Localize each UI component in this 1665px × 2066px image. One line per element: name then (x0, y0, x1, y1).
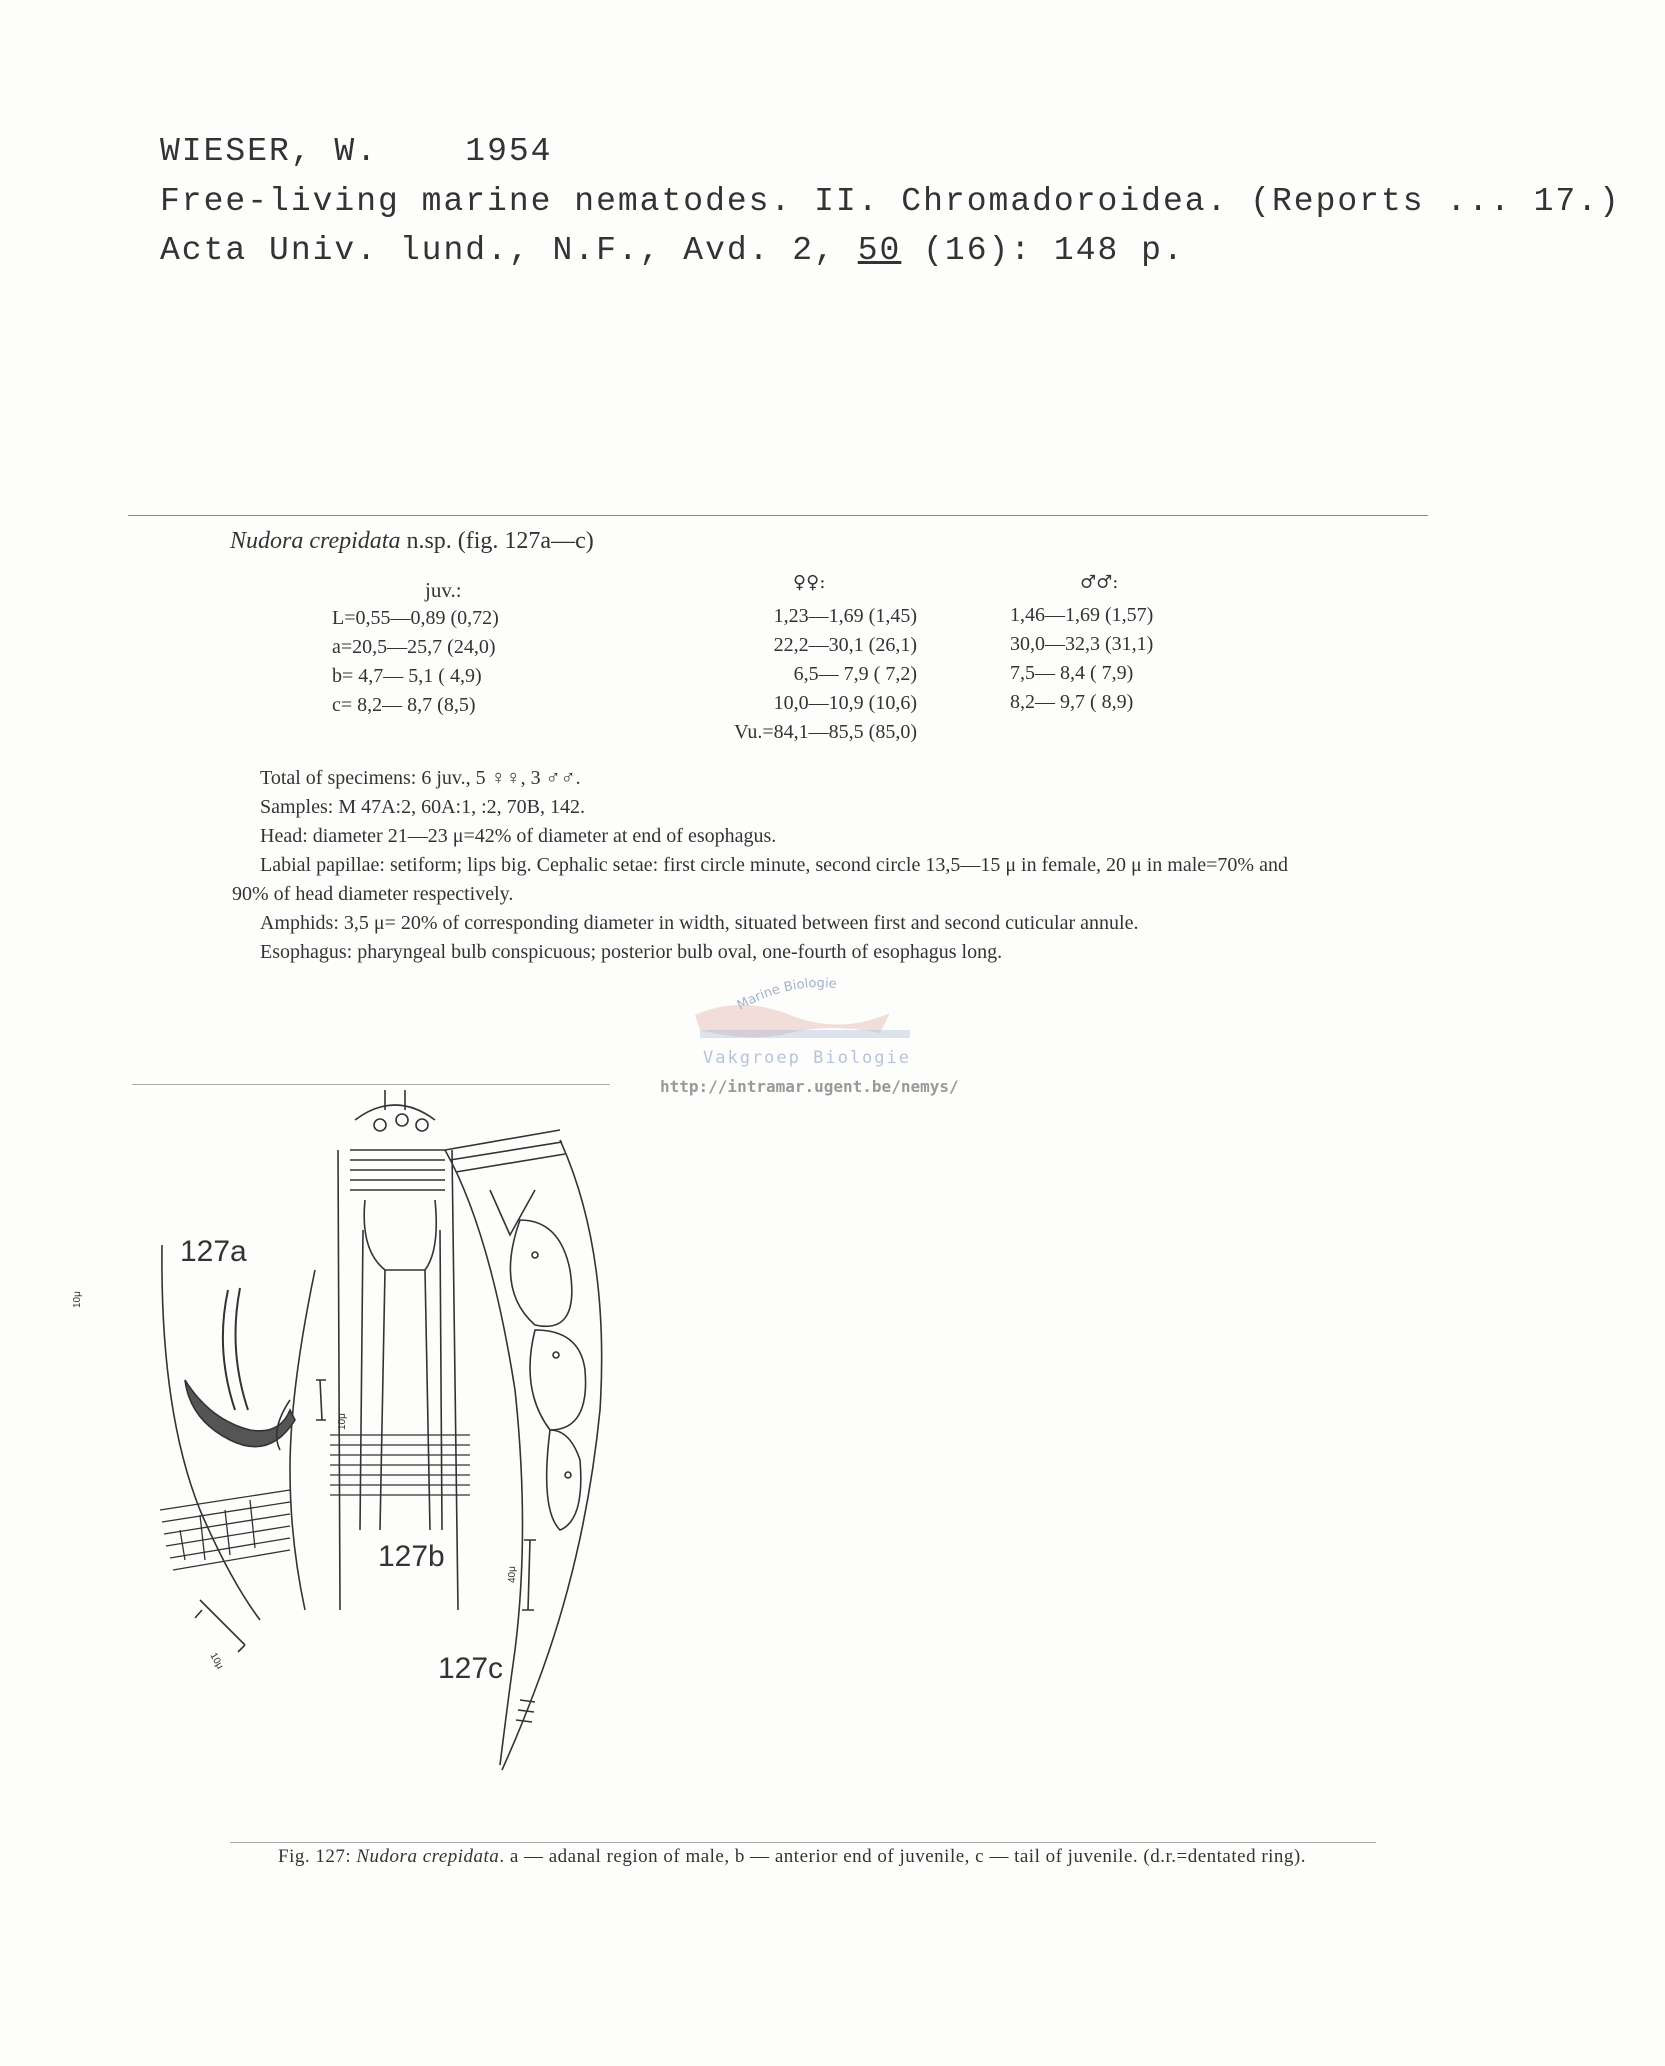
journal-volume: 50 (857, 232, 902, 269)
figure-label-127b: 127b (378, 1540, 445, 1573)
caption-prefix: Fig. 127: (278, 1846, 357, 1867)
desc-amphids: Amphids: 3,5 μ= 20% of corresponding diameter in width, situated between first and second cuticular annule. (260, 912, 1139, 934)
watermark-url: http://intramar.ugent.be/nemys/ (660, 1077, 959, 1096)
juv-measurements (332, 607, 499, 723)
desc-head: Head: diameter 21—23 μ=42% of diameter at end of esophagus. (260, 825, 777, 847)
desc-labial: Labial papillae: setiform; lips big. Cephalic setae: first circle minute, second circle 13,5—15 μ in female, 20 μ in male=70% and 90% of head diameter respectively. (232, 854, 1288, 905)
male-b: 7,5— 8,4 ( 7,9) (1010, 662, 1134, 684)
caption-species: Nudora crepidata (356, 1846, 500, 1867)
desc-esophagus: Esophagus: pharyngeal bulb conspicuous; posterior bulb oval, one-fourth of esophagus long. (260, 941, 1003, 963)
female-c: 10,0—10,9 (10,6) (773, 692, 917, 714)
male-measurements (1010, 604, 1153, 720)
scale-label-b: 10μ (337, 1413, 348, 1430)
scale-label-c: 40μ (507, 1566, 518, 1583)
male-L: 1,46—1,69 (1,57) (1010, 604, 1154, 626)
figure-label-127a: 127a (180, 1235, 247, 1268)
juv-c: c= 8,2— 8,7 (8,5) (332, 694, 476, 716)
clipping-top-rule (128, 515, 1428, 516)
header-author-line (160, 133, 552, 170)
scale-label-d: 10μ (207, 1651, 226, 1672)
caption-rest: . a — adanal region of male, b — anterior end of juvenile, c — tail of juvenile. (d.r.=dentated ring). (499, 1846, 1306, 1867)
annules-127a (160, 1490, 290, 1570)
col-header-males: ♂♂: (1080, 572, 1119, 593)
female-vu: Vu.=84,1—85,5 (85,0) (734, 721, 917, 743)
scale-label-a: 10μ (72, 1291, 83, 1308)
juv-a: a=20,5—25,7 (24,0) (332, 636, 496, 658)
watermark-org: Vakgroep Biologie (703, 1048, 911, 1068)
annules-127b (330, 1435, 470, 1495)
header-title: Free-living marine nematodes. II. Chromadoroidea. (Reports ... 17.) (160, 183, 1621, 220)
header-journal (160, 232, 1185, 269)
desc-total: Total of specimens: 6 juv., 5 ♀♀, 3 ♂♂. (260, 767, 581, 789)
figure-label-127c: 127c (438, 1652, 504, 1685)
species-suffix: n.sp. (fig. 127a—c) (400, 528, 594, 554)
journal-suffix: (16): 148 p. (901, 232, 1185, 269)
figure-caption (278, 1840, 1368, 1874)
year: 1954 (465, 133, 553, 170)
desc-samples: Samples: M 47A:2, 60A:1, :2, 70B, 142. (260, 796, 586, 818)
watermark-arc-text: Marine Biologie (734, 976, 838, 1014)
fig-127a-adanal-region (160, 1245, 315, 1652)
spicule-shape (185, 1380, 295, 1447)
male-c: 8,2— 9,7 ( 8,9) (1010, 691, 1134, 713)
female-a: 22,2—30,1 (26,1) (773, 634, 917, 656)
col-header-females: ♀♀: (793, 572, 826, 593)
figure-top-rule (132, 1084, 610, 1085)
male-a: 30,0—32,3 (31,1) (1010, 633, 1154, 655)
female-L: 1,23—1,69 (1,45) (773, 605, 917, 627)
juv-b: b= 4,7— 5,1 ( 4,9) (332, 665, 482, 687)
female-measurements (655, 605, 917, 750)
fig-127b-anterior-end (316, 1090, 470, 1610)
juv-L: L=0,55—0,89 (0,72) (332, 607, 499, 629)
journal-prefix: Acta Univ. lund., N.F., Avd. 2, (160, 232, 858, 269)
author: WIESER, W. (160, 133, 379, 170)
female-b: 6,5— 7,9 ( 7,2) (793, 663, 917, 685)
col-header-juv: juv.: (425, 578, 462, 602)
watermark-bar (700, 1030, 910, 1038)
description-body (232, 764, 1322, 967)
species-name: Nudora crepidata (230, 528, 401, 554)
figure-127-drawing (72, 1090, 660, 1780)
species-heading (230, 528, 594, 555)
